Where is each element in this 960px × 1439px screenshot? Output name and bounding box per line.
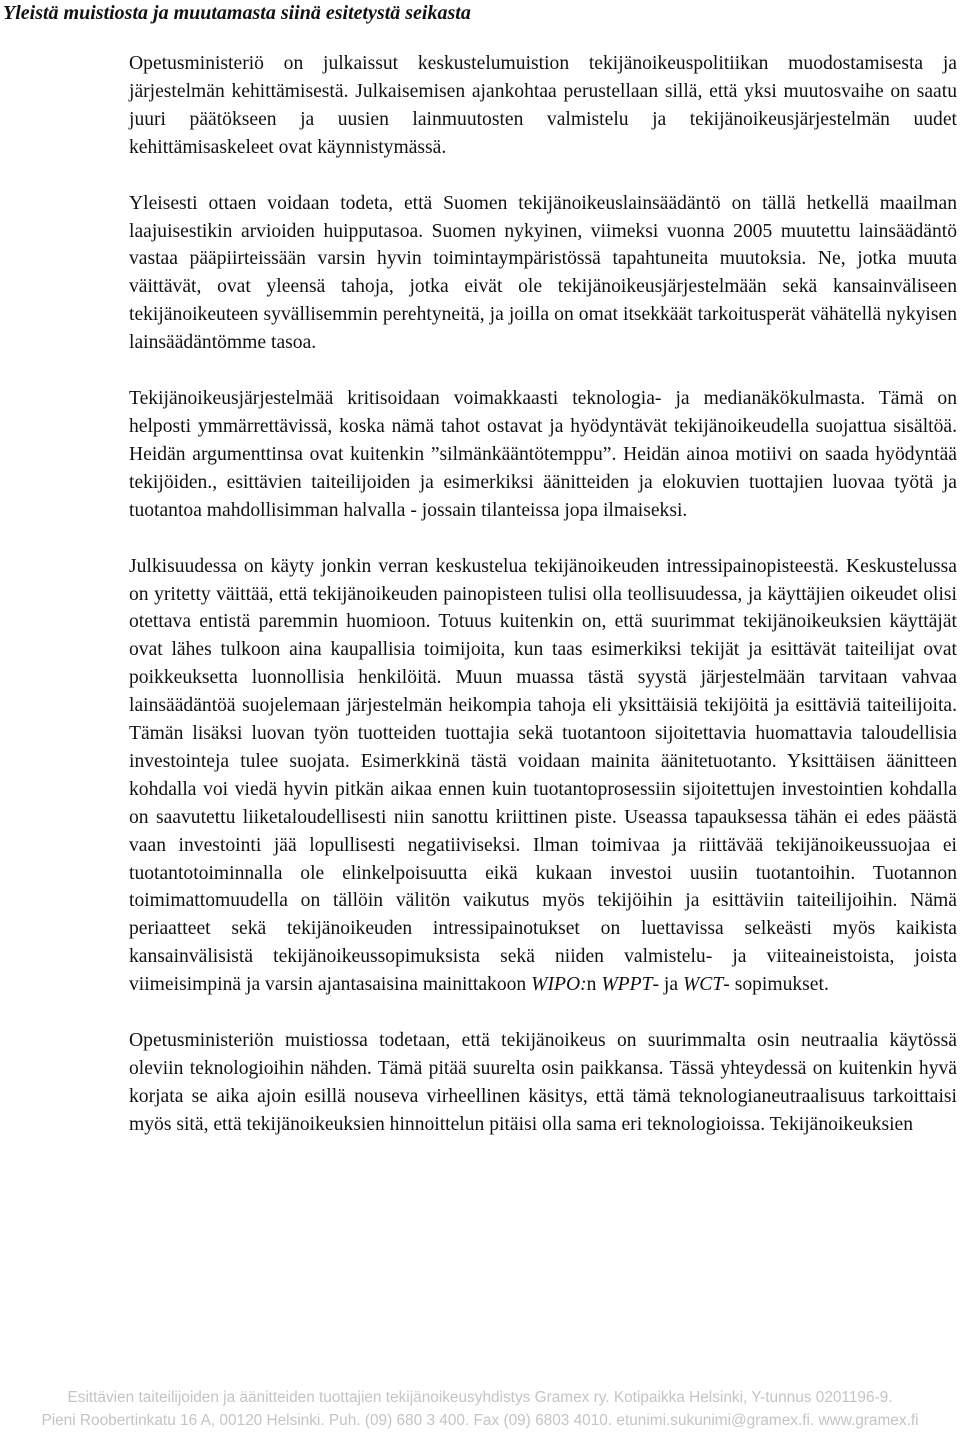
- paragraph: Opetusministeriö on julkaissut keskustelumuistion tekijänoikeuspolitiikan muodostamisesta ja järjestelmän kehittämisestä. Julkaisemisen ajankohtaa perustellaan sillä, että yksi muutosvaihe on saatu juuri päätökseen ja uusien lainmuutosten valmistelu ja tekijänoikeusjärjestelmän uudet kehittämisaskeleet ovat käynnistymässä.: [129, 53, 957, 158]
- footer-organization-line: Esittävien taiteilijoiden ja äänitteiden tuottajien tekijänoikeusyhdistys Gramex ry. Kotipaikka Helsinki, Y-tunnus 0201196-9.: [67, 1389, 893, 1406]
- document-heading: Yleistä muistiosta ja muutamasta siinä esitetystä seikasta: [3, 2, 471, 24]
- paragraph: Tekijänoikeusjärjestelmää kritisoidaan voimakkaasti teknologia- ja medianäkökulmasta. Tämä on helposti ymmärrettävissä, koska nämä tahot ostavat ja hyödyntävät tekijänoikeudella suojattua sisältöä. Heidän argumenttinsa ovat kuitenkin ”silmänkääntötemppu”. Heidän ainoa motiivi on saada hyödyntää tekijöiden., esittävien taiteilijoiden ja esimerkiksi äänitteiden ja elokuvien tuottajien luovaa työtä ja tuotantoa mahdollisimman halvalla - jossain tilanteissa jopa ilmaiseksi.: [129, 388, 957, 521]
- document-body: [129, 50, 957, 1167]
- treaty-wppt: WPPT: [601, 974, 653, 996]
- treaty-separator: - ja: [652, 974, 683, 996]
- treaty-wct: WCT: [682, 974, 724, 996]
- paragraph: Opetusministeriön muistiossa todetaan, että tekijänoikeus on suurimmalta osin neutraalia käytössä oleviin teknologioihin nähden. Tämä pitää suurelta osin paikkansa. Tässä yhteydessä on kuitenkin hyvä korjata se aika ajoin esillä nouseva virheellinen käsitys, että tämä teknologianeutraalisuus tarkoittaisi myös sitä, että tekijänoikeuksien hinnoittelun pitäisi olla sama eri teknologioissa. Tekijänoikeuksien: [129, 1030, 957, 1135]
- footer-contact-line: Pieni Roobertinkatu 16 A, 00120 Helsinki. Puh. (09) 680 3 400. Fax (09) 6803 4010. etunimi.sukunimi@gramex.fi. www.gramex.fi: [41, 1412, 919, 1429]
- treaty-wipo: WIPO:: [531, 974, 587, 996]
- page-footer: [0, 1386, 960, 1432]
- paragraph: [129, 553, 957, 1000]
- treaty-separator: n: [586, 974, 602, 996]
- paragraph: Yleisesti ottaen voidaan todeta, että Suomen tekijänoikeuslainsäädäntö on tällä hetkellä maailman laajuisestikin arvioiden huipputasoa. Suomen nykyinen, viimeksi vuonna 2005 muutettu lainsäädäntö vastaa pääpiirteissään varsin hyvin toimintaympäristössä tapahtuneita muutoksia. Ne, jotka muuta väittävät, ovat yleensä tahoja, jotka eivät ole tekijänoikeusjärjestelmään sekä kansainväliseen tekijänoikeuteen syvällisemmin perehtyneitä, ja joilla on omat itsekkäät tarkoitusperät vähätellä nykyisen lainsäädäntömme tasoa.: [129, 192, 957, 354]
- treaty-tail: - sopimukset.: [723, 974, 829, 996]
- paragraph-text: Julkisuudessa on käyty jonkin verran keskustelua tekijänoikeuden intressipainopisteestä. Keskustelussa on yritetty väittää, että tekijänoikeuden painopisteen tulisi olla teollisuudessa, ja käyttäjien oikeudet olisi otettava entistä paremmin huomioon. Totuus kuitenkin on, että suurimmat tekijänoikeuksien käyttäjät ovat lähes tulkoon aina kaupallisia toimijoita, kun taas esimerkiksi tekijät ja esittävät taiteilijat ovat poikkeuksetta luonnollisia henkilöitä. Muun muassa tästä syystä järjestelmään tarvitaan vahvaa lainsäädäntöä suojelemaan järjestelmän heikompia tahoja eli yksittäisiä tekijöitä ja esittäviä taiteilijoita. Tämän lisäksi luovan työn tuotteiden tuottajia sekä tuotantoon sijoitettavia huomattavia taloudellisia investointeja tulee suojata. Esimerkkinä tästä voidaan mainita äänitetuotanto. Yksittäisen äänitteen kohdalla voi viedä hyvin pitkän aikaa ennen kuin tuotantoprosessiin sijoitettujen investointien kohdalla on saavutettu liiketaloudellisesti niin sanottu kriittinen piste. Useassa tapauksessa tähän ei edes päästä vaan investointi jää lopullisesti negatiiviseksi. Ilman toimivaa ja riittävää tekijänoikeussuojaa ei tuotantotoiminnalla ole elinkelpoisuutta eikä kukaan investoi uusiin tuotantoihin. Tuotannon toimimattomuudella on tällöin välitön vaikutus myös tekijöihin ja esittäviin taiteilijoihin. Nämä periaatteet sekä tekijänoikeuden intressipainotukset on luettavissa selkeästi myös kaikista kansainvälisistä tekijänoikeussopimuksista sekä niiden valmistelu- ja viiteaineistoista, joista viimeisimpinä ja varsin ajantasaisina mainittakoon: [129, 555, 957, 996]
